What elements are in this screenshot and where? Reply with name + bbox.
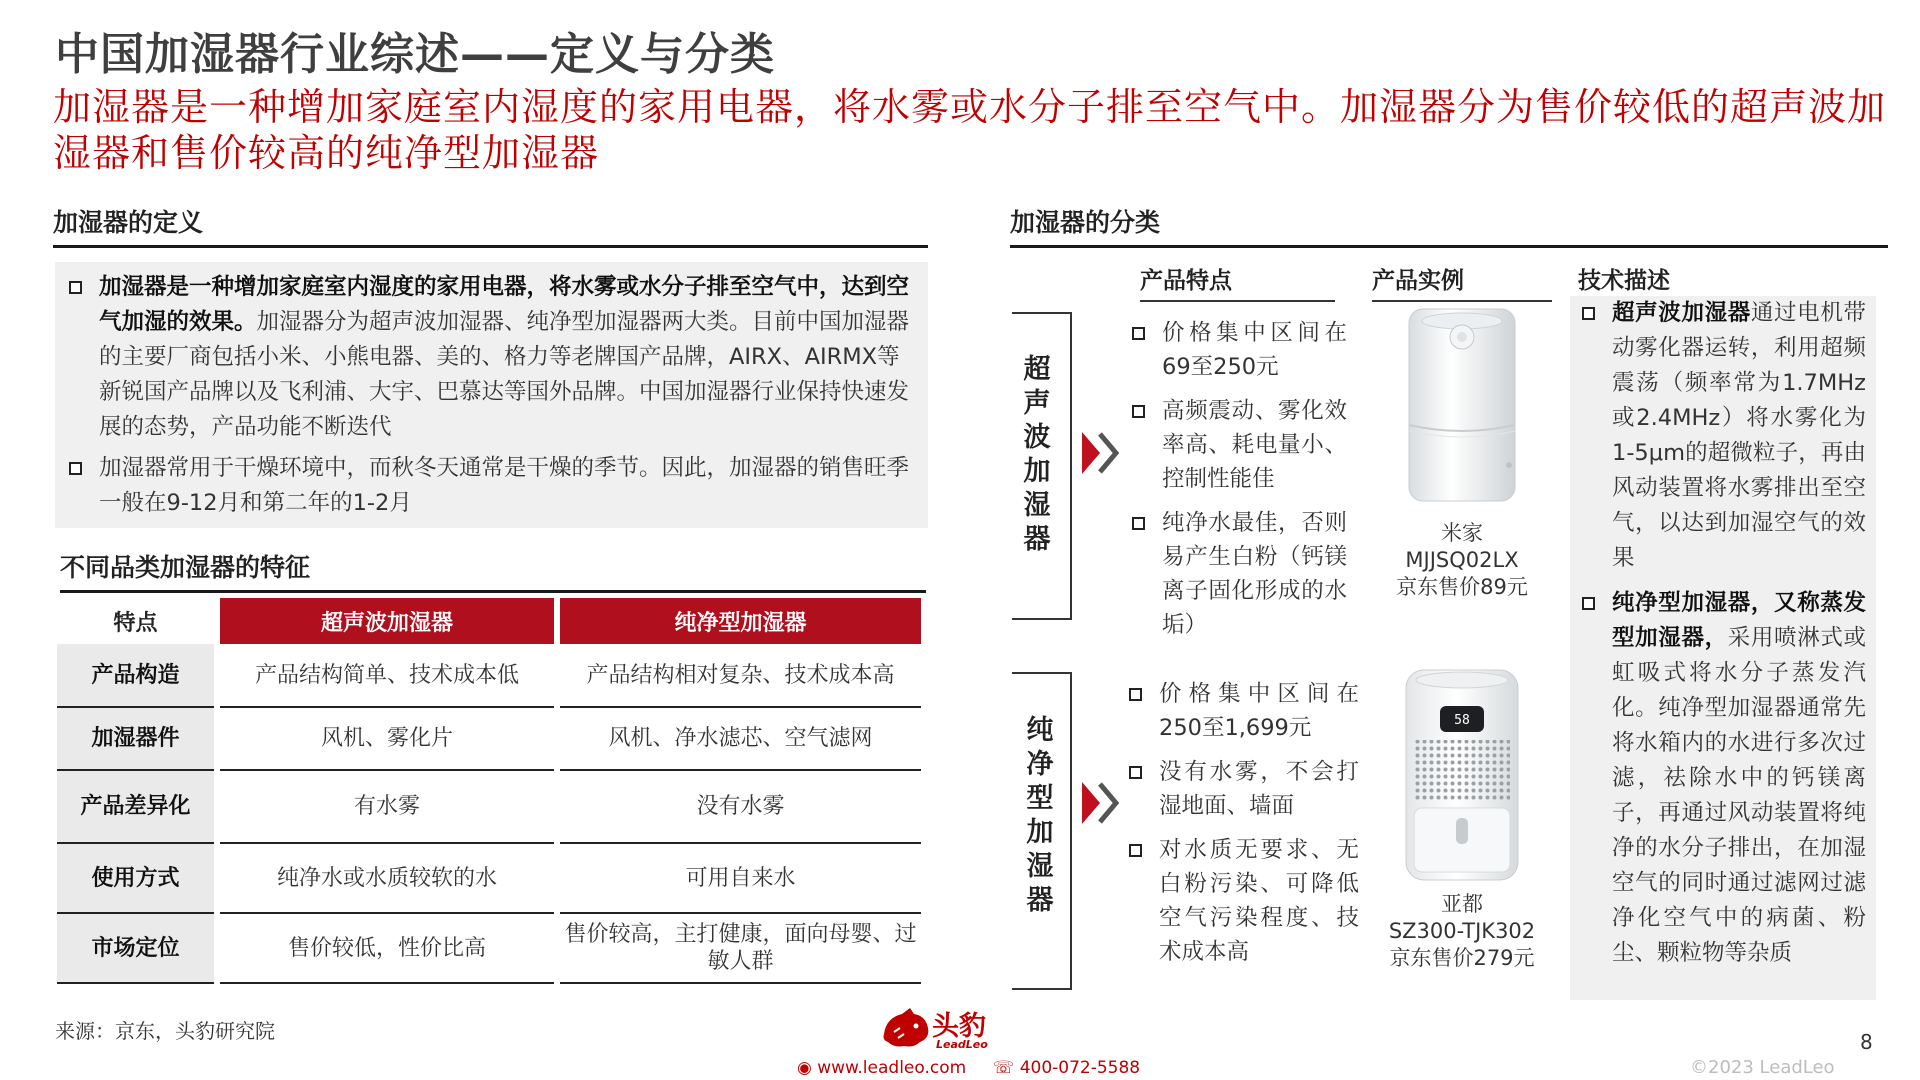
column-header-tech: 技术描述 (1578, 262, 1876, 302)
pure-label: 纯净型加湿器 (1026, 715, 1054, 916)
list-item: 纯净水最佳，否则易产生白粉（钙镁离子固化形成的水垢） (1132, 506, 1347, 642)
row-label: 市场定位 (57, 913, 214, 983)
checkbox-bullet-icon (1132, 405, 1145, 418)
example-model: SZ300-TJK302 (1388, 919, 1536, 943)
definition-bullet-2-text: 加湿器常用于干燥环境中，而秋冬天通常是干燥的季节。因此，加湿器的销售旺季一般在9-12月和第二年的1-2月 (99, 455, 910, 516)
chevron-right-icon (1080, 780, 1124, 826)
table-row (57, 913, 921, 983)
definition-heading: 加湿器的定义 (53, 203, 928, 248)
display-reading: 58 (1454, 713, 1470, 728)
globe-icon: ◉ (797, 1058, 812, 1078)
definition-bullet-2 (69, 451, 916, 521)
definition-panel (55, 262, 928, 528)
example-brand: 亚都 (1441, 892, 1483, 916)
mijia-caption (1372, 520, 1552, 601)
list-item: 对水质无要求、无白粉污染、可降低空气污染程度、技术成本高 (1129, 833, 1359, 969)
checkbox-bullet-icon (1129, 688, 1142, 701)
features-table (57, 598, 921, 984)
table-row (57, 770, 921, 843)
checkbox-bullet-icon (1582, 307, 1595, 320)
phone-icon: ☏ (993, 1058, 1015, 1078)
table-cell: 纯净水或水质较软的水 (220, 843, 554, 913)
checkbox-bullet-icon (1582, 597, 1595, 610)
list-item: 高频震动、雾化效率高、耗电量小、控制性能佳 (1132, 394, 1347, 496)
list-item: 没有水雾，不会打湿地面、墙面 (1129, 755, 1359, 823)
page-title: 中国加湿器行业综述——定义与分类 (55, 29, 775, 80)
table-header-row (57, 598, 921, 644)
column-header-features: 产品特点 (1140, 262, 1335, 302)
table-row (57, 707, 921, 770)
checkbox-bullet-icon (69, 281, 82, 294)
copyright: ©2023 LeadLeo (1690, 1057, 1835, 1078)
checkbox-bullet-icon (1132, 327, 1145, 340)
mijia-humidifier-image (1403, 305, 1521, 505)
table-row (57, 843, 921, 913)
source-note: 来源：京东，头豹研究院 (55, 1019, 275, 1043)
ultrasonic-features (1132, 316, 1347, 652)
table-cell: 风机、雾化片 (220, 707, 554, 770)
table-cell: 有水雾 (220, 770, 554, 843)
row-label: 产品构造 (57, 644, 214, 707)
definition-bullet-1 (69, 270, 916, 445)
table-cell: 产品结构简单、技术成本低 (220, 644, 554, 707)
table-cell: 可用自来水 (560, 843, 921, 913)
row-label: 加湿器件 (57, 707, 214, 770)
chevron-right-icon (1080, 430, 1124, 476)
row-label: 产品差异化 (57, 770, 214, 843)
row-label: 使用方式 (57, 843, 214, 913)
checkbox-bullet-icon (69, 462, 82, 475)
table-corner-header: 特点 (57, 598, 214, 644)
checkbox-bullet-icon (1129, 766, 1142, 779)
website-link[interactable]: www.leadleo.com (817, 1058, 967, 1078)
column-header-examples: 产品实例 (1372, 262, 1552, 302)
yadu-caption (1372, 891, 1552, 972)
features-heading: 不同品类加湿器的特征 (60, 548, 926, 593)
pure-features (1129, 677, 1359, 979)
list-item: 价格集中区间在69至250元 (1132, 316, 1347, 384)
example-price: 京东售价89元 (1396, 575, 1528, 599)
page-subtitle: 加湿器是一种增加家庭室内湿度的家用电器，将水雾或水分子排至空气中。加湿器分为售价较低的超声波加湿器和售价较高的纯净型加湿器 (53, 85, 1887, 175)
contact-line (797, 1058, 1140, 1078)
list-item: 价格集中区间在250至1,699元 (1129, 677, 1359, 745)
tech-bullet-2: 纯净型加湿器，又称蒸发型加湿器，采用喷淋式或虹吸式将水分子蒸发汽化。纯净型加湿器通常先将水箱内的水进行多次过滤，祛除水中的钙镁离子，再通过风动装置将纯净的水分子排出，在加湿空气的同时通过滤网过滤净化空气中的病菌、粉尘、颗粒物等杂质 (1582, 586, 1866, 971)
checkbox-bullet-icon (1129, 844, 1142, 857)
table-cell: 没有水雾 (560, 770, 921, 843)
example-brand: 米家 (1441, 521, 1483, 545)
table-row (57, 644, 921, 707)
table-cell: 售价较高，主打健康，面向母婴、过敏人群 (560, 913, 921, 983)
phone-number: 400-072-5588 (1019, 1058, 1141, 1078)
logo-cn: 头豹 (932, 1011, 986, 1042)
example-price: 京东售价279元 (1389, 946, 1535, 970)
logo-en: LeadLeo (936, 1038, 988, 1051)
table-cell: 风机、净水滤芯、空气滤网 (560, 707, 921, 770)
page-number: 8 (1860, 1030, 1873, 1054)
tech-description-panel (1570, 296, 1876, 1000)
table-header-pure: 纯净型加湿器 (560, 598, 921, 644)
table-header-ultrasonic: 超声波加湿器 (220, 598, 554, 644)
classification-heading: 加湿器的分类 (1010, 203, 1888, 248)
leopard-icon (880, 1004, 932, 1050)
leadleo-logo (880, 1004, 1010, 1054)
tech-bullet-1: 超声波加湿器通过电机带动雾化器运转，利用超频震荡（频率常为1.7MHz或2.4MHz）将水雾化为1-5μm的超微粒子，再由风动装置将水雾排出至空气，以达到加湿空气的效果 (1582, 296, 1866, 576)
definition-bullet-1-bold: 加湿器是一种增加家庭室内湿度的家用电器，将水雾或水分子排至空气中，达到空气加湿的效果。 (99, 274, 910, 335)
checkbox-bullet-icon (1132, 517, 1145, 530)
table-cell: 产品结构相对复杂、技术成本高 (560, 644, 921, 707)
example-model: MJJSQ02LX (1405, 548, 1519, 572)
ultrasonic-label: 超声波加湿器 (1023, 354, 1051, 555)
yadu-humidifier-image (1400, 668, 1524, 882)
definition-bullet-1-text: 加湿器分为超声波加湿器、纯净型加湿器两大类。目前中国加湿器的主要厂商包括小米、小熊电器、美的、格力等老牌国产品牌，AIRX、AIRMX等新锐国产品牌以及飞利浦、大宇、巴慕达等国外品牌。中国加湿器行业保持快速发展的态势，产品功能不断迭代 (99, 309, 910, 440)
table-cell: 售价较低，性价比高 (220, 913, 554, 983)
